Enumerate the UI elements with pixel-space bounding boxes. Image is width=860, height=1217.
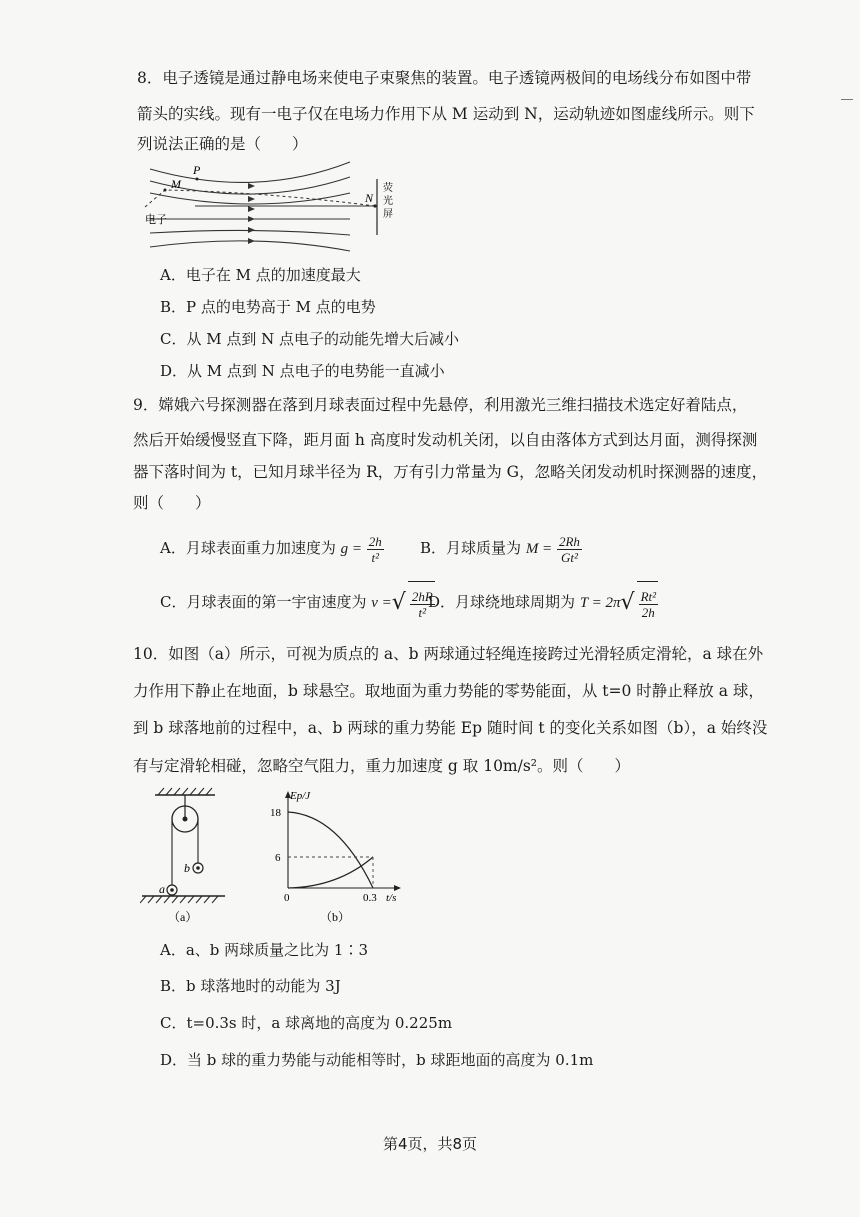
q10-line-3: 到 b 球落地前的过程中，a、b 两球的重力势能 Ep 随时间 t 的变化关系如图（b），a 始终没 <box>133 719 768 737</box>
q10-energy-graph <box>268 785 418 925</box>
q8-option-c: C．从 M 点到 N 点电子的动能先增大后减小 <box>160 330 460 348</box>
q9-line-3: 器下落时间为 t，已知月球半径为 R，万有引力常量为 G，忽略关闭发动机时探测器的速度， <box>133 463 768 481</box>
q8-option-a: A．电子在 M 点的加速度最大 <box>160 266 361 284</box>
q10-option-b: B．b 球落地时的动能为 3J <box>160 977 341 995</box>
label-ball-a: a <box>159 882 165 896</box>
y-axis-label: Ep/J <box>290 790 311 802</box>
label-electron: 电子 <box>145 214 167 226</box>
q9-option-c-text: C．月球表面的第一宇宙速度为 <box>160 593 367 611</box>
label-ball-b: b <box>184 861 190 875</box>
caption-b: （b） <box>320 910 351 924</box>
q9-option-c-fraction: $\frac{2hR}{\text{t²}}$ <box>411 589 433 620</box>
q9-option-d: D．月球绕地球周期为 T = 2π√ $\frac{\text{Rt²}}{2h}$ <box>428 580 658 624</box>
q9-option-d-text: D．月球绕地球周期为 <box>428 593 576 611</box>
q9-option-b <box>420 528 582 568</box>
q10-line-4: 有与定滑轮相碰，忽略空气阻力，重力加速度 g 取 10m/s²。则（ ） <box>133 757 631 775</box>
x-tick-0-3: 0.3 <box>363 892 377 904</box>
label-m: M <box>171 177 181 191</box>
q9-option-b-lhs: M = <box>525 541 553 557</box>
q9-option-a-fraction: $\frac{2h}{\text{t²}}$ <box>368 533 382 565</box>
q8-line-1: 8．电子透镜是通过静电场来使电子束聚焦的装置。电子透镜两极间的电场线分布如图中带 <box>137 69 752 87</box>
q8-option-d: D．从 M 点到 N 点电子的电势能一直减小 <box>160 362 445 380</box>
caption-a: （a） <box>168 910 198 924</box>
x-axis-label: t/s <box>386 892 397 904</box>
q9-option-a <box>160 528 384 568</box>
q9-option-d-lhs: T = 2π <box>579 595 621 611</box>
q10-option-c: C．t=0.3s 时，a 球离地的高度为 0.225m <box>160 1014 453 1032</box>
x-tick-0: 0 <box>284 892 290 904</box>
q10-option-a: A．a、b 两球质量之比为 1∶3 <box>160 941 369 959</box>
q9-line-2: 然后开始缓慢竖直下降，距月面 h 高度时发动机关闭，以自由落体方式到达月面，测得探测 <box>133 431 758 449</box>
q9-line-1: 9．嫦娥六号探测器在落到月球表面过程中先悬停，利用激光三维扫描技术选定好着陆点， <box>133 396 748 414</box>
page-footer: 第4页，共8页 <box>382 1135 478 1153</box>
q10-line-2: 力作用下静止在地面，b 球悬空。取地面为重力势能的零势能面，从 t=0 时静止释放 a 球， <box>133 682 764 700</box>
margin-mark <box>841 99 853 100</box>
q9-option-a-text: A．月球表面重力加速度为 <box>160 539 336 557</box>
q8-line-2: 箭头的实线。现有一电子仅在电场力作用下从 M 运动到 N，运动轨迹如图虚线所示。则下 <box>137 105 755 123</box>
q9-option-c-lhs: v = <box>371 595 392 611</box>
q9-line-4: 则（ ） <box>133 494 211 512</box>
y-tick-6: 6 <box>275 852 281 864</box>
q8-line-3: 列说法正确的是（ ） <box>137 135 308 153</box>
screen-char-1: 荧 <box>383 183 393 194</box>
q8-option-b: B．P 点的电势高于 M 点的电势 <box>160 298 376 316</box>
q9-option-b-fraction: $\frac{2Rh}{\text{Gt²}}$ <box>558 533 580 565</box>
q10-pulley-figure <box>140 785 250 925</box>
y-tick-18: 18 <box>270 807 281 819</box>
q10-option-d: D．当 b 球的重力势能与动能相等时，b 球距地面的高度为 0.1m <box>160 1051 594 1069</box>
screen-char-2: 光 <box>383 196 393 207</box>
q8-electric-lens-figure <box>135 157 395 257</box>
q9-option-a-lhs: g = <box>340 541 362 557</box>
q10-line-1: 10．如图（a）所示，可视为质点的 a、b 两球通过轻绳连接跨过光滑轻质定滑轮，a 球在外 <box>133 645 764 663</box>
q9-option-d-fraction: $\frac{\text{Rt²}}{2h}$ <box>640 589 657 620</box>
q9-option-b-text: B．月球质量为 <box>420 539 522 557</box>
q9-option-c: C．月球表面的第一宇宙速度为 v =√ $\frac{2hR}{\text{t²}}$ <box>160 580 435 624</box>
label-n: N <box>365 191 374 205</box>
label-p: P <box>193 163 201 177</box>
screen-char-3: 屏 <box>383 209 393 220</box>
